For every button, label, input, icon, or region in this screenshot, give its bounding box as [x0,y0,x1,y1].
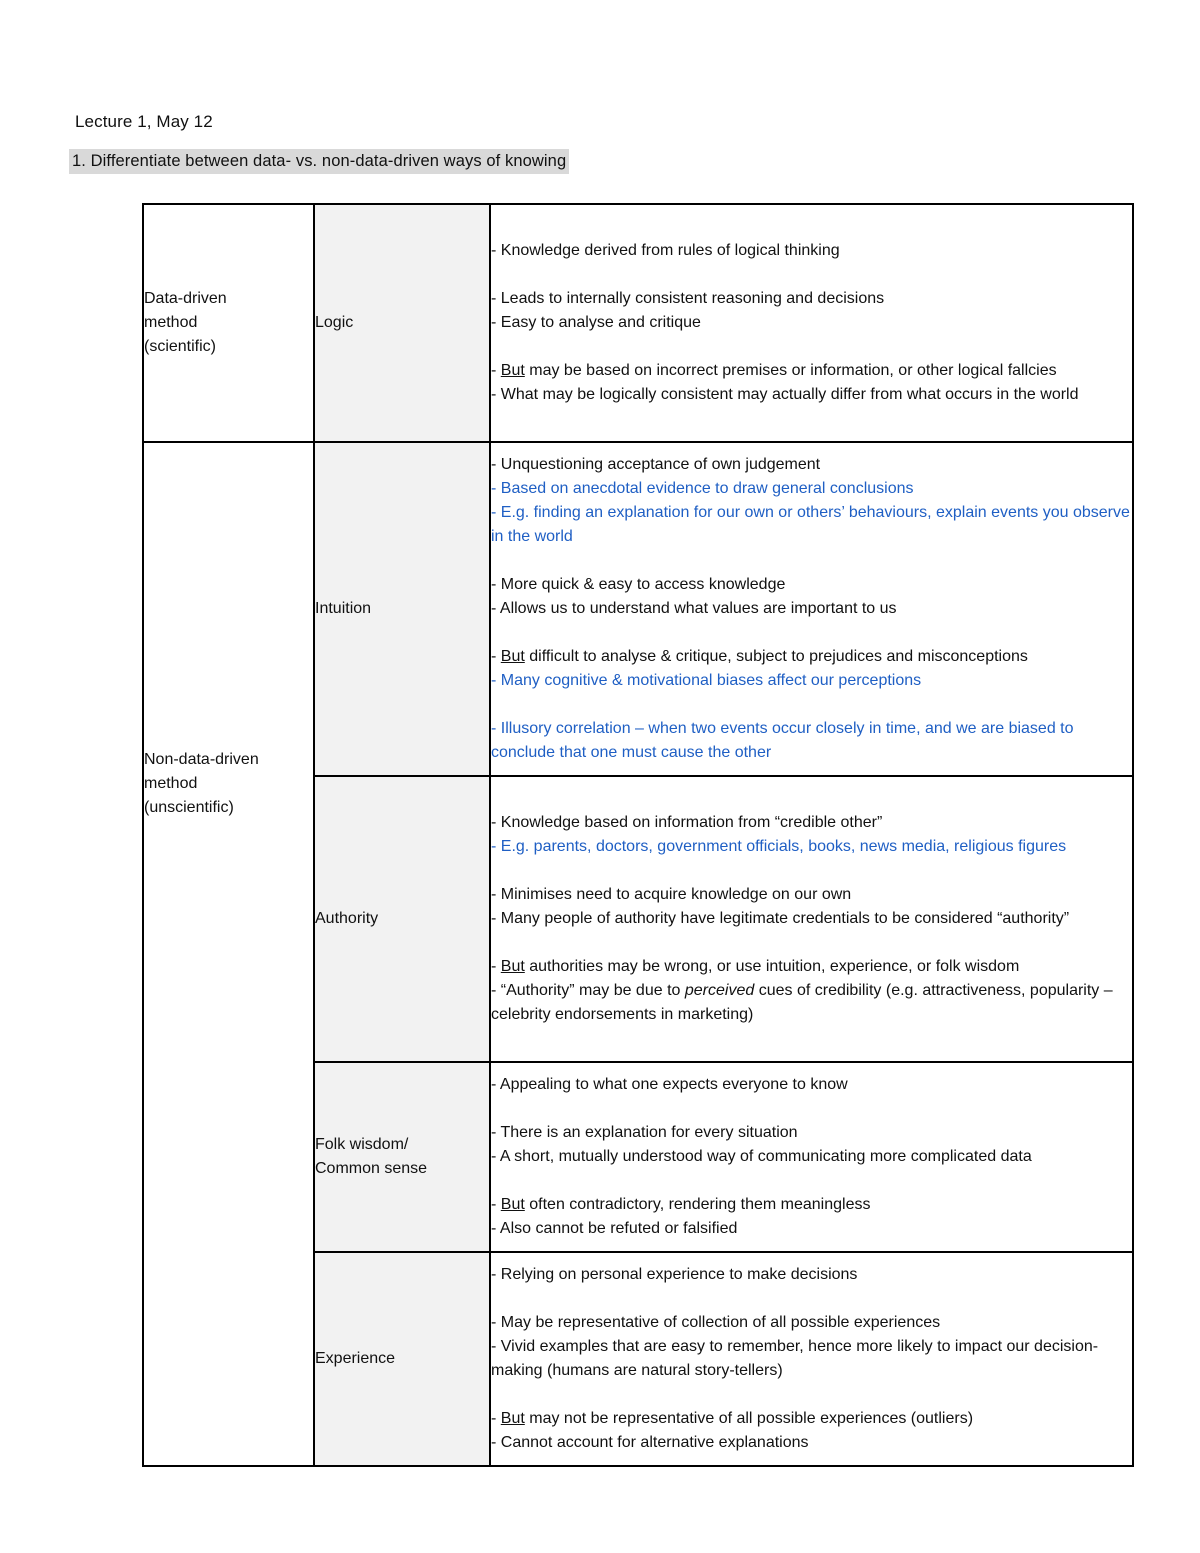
method-logic: Logic [314,204,490,442]
list-item: - But may not be representative of all possible experiences (outliers) [491,1410,974,1427]
method-experience: Experience [314,1252,490,1466]
description-folk-wisdom [490,1062,1133,1252]
list-item: - Unquestioning acceptance of own judgement [491,456,821,473]
list-item: - Based on anecdotal evidence to draw general conclusions [491,480,914,497]
list-item: - E.g. parents, doctors, government officials, books, news media, religious figures [491,838,1067,855]
list-item: - But may be based on incorrect premises or information, or other logical fallcies [491,362,1057,379]
list-item: - Leads to internally consistent reasoning and decisions [491,290,885,307]
method-folk-wisdom [314,1062,490,1252]
list-item: - A short, mutually understood way of communicating more complicated data [491,1148,1032,1165]
description-authority [490,776,1133,1062]
category-label: Non-data-driven method (unscientific) [144,751,259,816]
list-item: - Illusory correlation – when two events occur closely in time, and we are biased to conclude that one must cause the other [491,720,1074,761]
category-label: Data-driven method (scientific) [144,290,227,355]
list-item: - E.g. finding an explanation for our own or others’ behaviours, explain events you observe in the world [491,504,1130,545]
list-item: - Many people of authority have legitimate credentials to be considered “authority” [491,910,1070,927]
list-item: - Easy to analyse and critique [491,314,701,331]
description-intuition [490,442,1133,776]
list-item: - Minimises need to acquire knowledge on our own [491,886,852,903]
list-item: - Many cognitive & motivational biases affect our perceptions [491,672,922,689]
list-item: - Cannot account for alternative explanations [491,1434,809,1451]
table-row-logic [143,204,1133,442]
list-item: - Relying on personal experience to make decisions [491,1266,858,1283]
list-item: - There is an explanation for every situation [491,1124,798,1141]
list-item: - Appealing to what one expects everyone to know [491,1076,848,1093]
section-heading: 1. Differentiate between data- vs. non-data-driven ways of knowing [69,149,569,174]
list-item: - What may be logically consistent may actually differ from what occurs in the world [491,386,1079,403]
description-experience [490,1252,1133,1466]
list-item: - Knowledge derived from rules of logical thinking [491,242,840,259]
list-item: - More quick & easy to access knowledge [491,576,786,593]
list-item: - Also cannot be refuted or falsified [491,1220,738,1237]
methods-table [142,203,1134,1467]
table-row-intuition [143,442,1133,776]
method-authority: Authority [314,776,490,1062]
description-logic [490,204,1133,442]
list-item: - But often contradictory, rendering them meaningless [491,1196,871,1213]
list-item: - “Authority” may be due to perceived cues of credibility (e.g. attractiveness, popularity – celebrity endorsements in marketing) [491,982,1113,1023]
method-label: Folk wisdom/ Common sense [315,1136,428,1177]
lecture-title: Lecture 1, May 12 [75,112,213,131]
list-item: - Vivid examples that are easy to remember, hence more likely to impact our decision-making (humans are natural story-tellers) [491,1338,1099,1379]
category-non-data-driven [143,442,314,1466]
list-item: - Knowledge based on information from “credible other” [491,814,883,831]
list-item: - May be representative of collection of all possible experiences [491,1314,941,1331]
list-item: - But authorities may be wrong, or use intuition, experience, or folk wisdom [491,958,1020,975]
category-data-driven [143,204,314,442]
method-intuition: Intuition [314,442,490,776]
list-item: - Allows us to understand what values are important to us [491,600,897,617]
list-item: - But difficult to analyse & critique, subject to prejudices and misconceptions [491,648,1028,665]
